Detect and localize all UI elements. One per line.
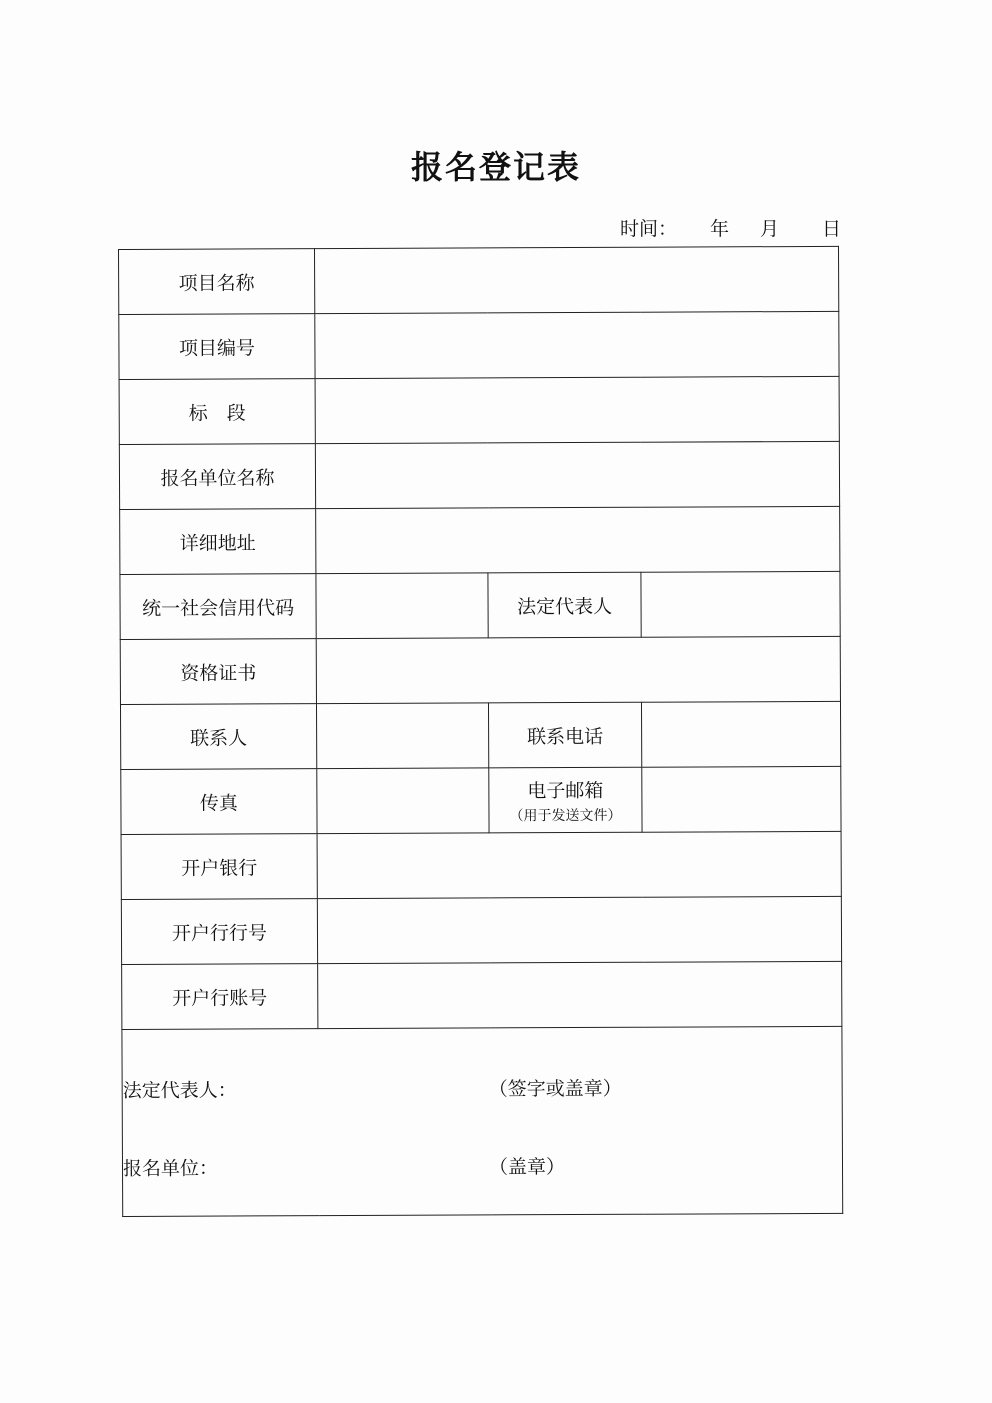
address-label: 详细地址 bbox=[120, 509, 316, 575]
legal-rep-signature-label: 法定代表人： bbox=[122, 1079, 237, 1102]
contact-person-field[interactable] bbox=[316, 703, 488, 769]
bank-label: 开户银行 bbox=[121, 834, 317, 900]
section-field[interactable] bbox=[315, 376, 839, 443]
applicant-name-field[interactable] bbox=[315, 441, 839, 508]
address-field[interactable] bbox=[316, 506, 840, 573]
bank-account-label: 开户行账号 bbox=[122, 964, 318, 1030]
legal-rep-field[interactable] bbox=[641, 571, 840, 637]
bank-code-label: 开户行行号 bbox=[121, 899, 317, 965]
row-applicant-name bbox=[119, 441, 839, 509]
row-project-number bbox=[119, 311, 839, 379]
date-label: 时间： bbox=[620, 218, 678, 240]
credit-code-field[interactable] bbox=[316, 573, 488, 639]
email-label: 电子邮箱 bbox=[527, 779, 604, 802]
bank-code-field[interactable] bbox=[317, 896, 841, 963]
contact-person-label: 联系人 bbox=[120, 704, 316, 770]
date-line bbox=[620, 214, 841, 241]
email-field[interactable] bbox=[642, 766, 841, 832]
legal-rep-signature-line bbox=[122, 1075, 622, 1102]
qualification-label: 资格证书 bbox=[120, 639, 316, 705]
row-qualification bbox=[120, 636, 840, 704]
unit-seal-line bbox=[122, 1154, 566, 1181]
contact-phone-field[interactable] bbox=[641, 701, 840, 767]
row-address bbox=[120, 506, 840, 574]
project-name-label: 项目名称 bbox=[119, 249, 315, 315]
bank-account-field[interactable] bbox=[318, 961, 842, 1028]
legal-rep-label: 法定代表人 bbox=[488, 572, 641, 638]
project-number-field[interactable] bbox=[315, 311, 839, 378]
row-bank-account bbox=[122, 961, 842, 1029]
signature-block[interactable] bbox=[122, 1026, 843, 1216]
row-bank bbox=[121, 831, 841, 899]
row-bank-code bbox=[121, 896, 841, 964]
email-label-cell bbox=[489, 767, 642, 833]
row-signature bbox=[122, 1026, 843, 1216]
unit-seal-label: 报名单位： bbox=[122, 1157, 219, 1180]
form-title: 报名登记表 bbox=[410, 148, 581, 186]
credit-code-label: 统一社会信用代码 bbox=[120, 574, 316, 640]
qualification-field[interactable] bbox=[316, 636, 840, 703]
row-section bbox=[119, 376, 839, 444]
row-fax-email bbox=[121, 766, 841, 834]
contact-phone-label: 联系电话 bbox=[488, 702, 641, 768]
project-name-field[interactable] bbox=[315, 246, 839, 313]
unit-seal-note: （盖章） bbox=[488, 1156, 566, 1179]
bank-field[interactable] bbox=[317, 831, 841, 898]
date-day-label: 日 bbox=[822, 218, 842, 240]
legal-rep-signature-note: （签字或盖章） bbox=[488, 1077, 622, 1101]
date-month-label: 月 bbox=[760, 218, 780, 240]
section-label: 标 段 bbox=[119, 379, 315, 445]
row-project-name bbox=[119, 246, 839, 314]
applicant-name-label: 报名单位名称 bbox=[119, 444, 315, 510]
registration-table bbox=[118, 246, 843, 1217]
email-note: （用于发送文件） bbox=[509, 807, 622, 824]
row-contact bbox=[120, 701, 840, 769]
row-credit-code bbox=[120, 571, 840, 639]
fax-label: 传真 bbox=[121, 769, 317, 835]
date-year-label: 年 bbox=[710, 218, 730, 240]
fax-field[interactable] bbox=[317, 768, 489, 834]
project-number-label: 项目编号 bbox=[119, 314, 315, 380]
